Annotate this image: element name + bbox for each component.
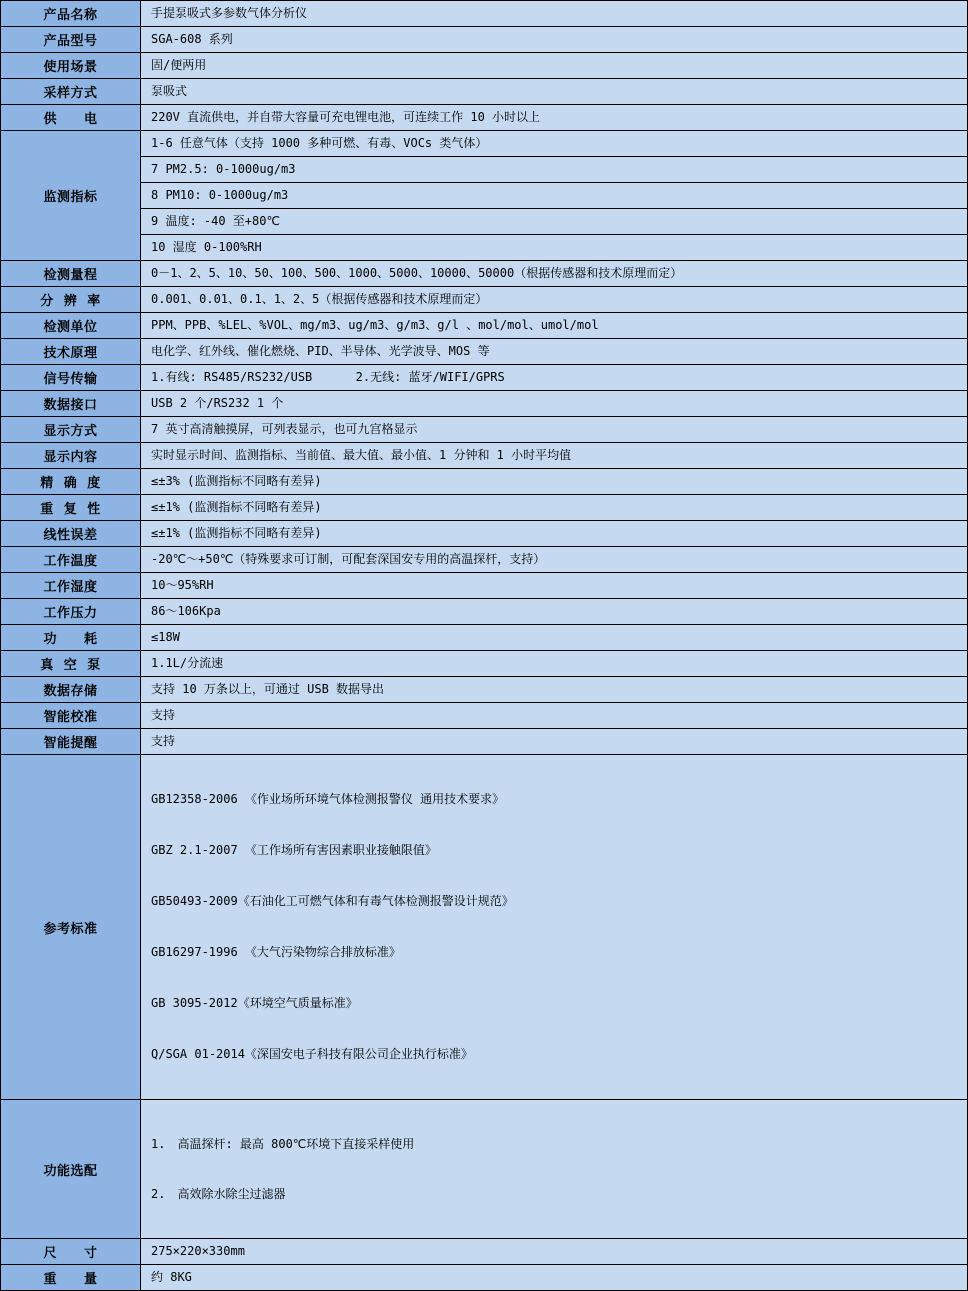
value-usage-scene: 固/便两用 — [141, 53, 968, 79]
table-row — [1, 755, 968, 1100]
table-row — [1, 235, 968, 261]
value-detection-range: 0－1、2、5、10、50、100、500、1000、5000、10000、50000（根据传感器和技术原理而定） — [141, 261, 968, 287]
value-sampling-method: 泵吸式 — [141, 79, 968, 105]
table-row — [1, 339, 968, 365]
value-smart-calibration: 支持 — [141, 703, 968, 729]
value-work-humidity: 10～95%RH — [141, 573, 968, 599]
label-repeatability: 重 复 性 — [1, 495, 141, 521]
label-dimensions: 尺 寸 — [1, 1239, 141, 1265]
table-row — [1, 287, 968, 313]
table-row — [1, 729, 968, 755]
value-tech-principle: 电化学、红外线、催化燃烧、PID、半导体、光学波导、MOS 等 — [141, 339, 968, 365]
table-row — [1, 599, 968, 625]
table-row — [1, 495, 968, 521]
value-monitor-target-3: 8 PM10: 0-1000ug/m3 — [141, 183, 968, 209]
optional-feature-line: 2. 高效除水除尘过滤器 — [151, 1187, 286, 1201]
value-resolution: 0.001、0.01、0.1、1、2、5（根据传感器和技术原理而定） — [141, 287, 968, 313]
table-row — [1, 79, 968, 105]
value-power-supply: 220V 直流供电，并自带大容量可充电锂电池，可连续工作 10 小时以上 — [141, 105, 968, 131]
label-smart-calibration: 智能校准 — [1, 703, 141, 729]
label-optional-features: 功能选配 — [1, 1100, 141, 1239]
ref-standard-line: GB16297-1996 《大气污染物综合排放标准》 — [151, 945, 401, 959]
value-smart-reminder: 支持 — [141, 729, 968, 755]
value-monitor-target-4: 9 温度: -40 至+80℃ — [141, 209, 968, 235]
value-monitor-target-1: 1-6 任意气体（支持 1000 多种可燃、有毒、VOCs 类气体） — [141, 131, 968, 157]
value-accuracy: ≤±3% (监测指标不同略有差异) — [141, 469, 968, 495]
table-row — [1, 183, 968, 209]
label-weight: 重 量 — [1, 1265, 141, 1291]
value-linearity-error: ≤±1% (监测指标不同略有差异) — [141, 521, 968, 547]
label-smart-reminder: 智能提醒 — [1, 729, 141, 755]
label-product-name: 产品名称 — [1, 1, 141, 27]
table-row — [1, 521, 968, 547]
value-vacuum-pump: 1.1L/分流速 — [141, 651, 968, 677]
value-repeatability: ≤±1% (监测指标不同略有差异) — [141, 495, 968, 521]
value-work-temperature: -20℃～+50℃（特殊要求可订制，可配套深国安专用的高温探杆，支持） — [141, 547, 968, 573]
label-sampling-method: 采样方式 — [1, 79, 141, 105]
table-row — [1, 573, 968, 599]
value-ref-standards — [141, 755, 968, 1100]
label-detection-unit: 检测单位 — [1, 313, 141, 339]
label-power-supply: 供 电 — [1, 105, 141, 131]
table-row — [1, 677, 968, 703]
table-row — [1, 27, 968, 53]
label-usage-scene: 使用场景 — [1, 53, 141, 79]
label-signal-transmission: 信号传输 — [1, 365, 141, 391]
table-row — [1, 1239, 968, 1265]
value-monitor-target-2: 7 PM2.5: 0-1000ug/m3 — [141, 157, 968, 183]
table-row — [1, 469, 968, 495]
table-row — [1, 625, 968, 651]
label-vacuum-pump: 真 空 泵 — [1, 651, 141, 677]
table-row — [1, 157, 968, 183]
value-monitor-target-5: 10 湿度 0-100%RH — [141, 235, 968, 261]
table-row — [1, 313, 968, 339]
value-weight: 约 8KG — [141, 1265, 968, 1291]
ref-standard-line: GBZ 2.1-2007 《工作场所有害因素职业接触限值》 — [151, 843, 437, 857]
table-row — [1, 703, 968, 729]
table-row — [1, 417, 968, 443]
value-product-model: SGA-608 系列 — [141, 27, 968, 53]
label-work-pressure: 工作压力 — [1, 599, 141, 625]
table-row — [1, 105, 968, 131]
label-monitor-targets: 监测指标 — [1, 131, 141, 261]
table-row — [1, 131, 968, 157]
table-row — [1, 1100, 968, 1239]
ref-standard-line: GB12358-2006 《作业场所环境气体检测报警仪 通用技术要求》 — [151, 792, 505, 806]
label-product-model: 产品型号 — [1, 27, 141, 53]
value-display-mode: 7 英寸高清触摸屏，可列表显示，也可九宫格显示 — [141, 417, 968, 443]
label-detection-range: 检测量程 — [1, 261, 141, 287]
label-resolution: 分 辨 率 — [1, 287, 141, 313]
table-row — [1, 209, 968, 235]
label-tech-principle: 技术原理 — [1, 339, 141, 365]
label-ref-standards: 参考标准 — [1, 755, 141, 1100]
value-work-pressure: 86～106Kpa — [141, 599, 968, 625]
table-row — [1, 443, 968, 469]
value-dimensions: 275×220×330mm — [141, 1239, 968, 1265]
label-power-consumption: 功 耗 — [1, 625, 141, 651]
value-power-consumption: ≤18W — [141, 625, 968, 651]
ref-standard-line: GB50493-2009《石油化工可燃气体和有毒气体检测报警设计规范》 — [151, 894, 514, 908]
table-row — [1, 1, 968, 27]
table-row — [1, 53, 968, 79]
value-optional-features — [141, 1100, 968, 1239]
value-data-interface: USB 2 个/RS232 1 个 — [141, 391, 968, 417]
value-product-name: 手提泵吸式多参数气体分析仪 — [141, 1, 968, 27]
table-row — [1, 651, 968, 677]
table-row — [1, 391, 968, 417]
label-display-mode: 显示方式 — [1, 417, 141, 443]
label-work-temperature: 工作温度 — [1, 547, 141, 573]
ref-standard-line: GB 3095-2012《环境空气质量标准》 — [151, 996, 358, 1010]
ref-standard-line: Q/SGA 01-2014《深国安电子科技有限公司企业执行标准》 — [151, 1047, 473, 1061]
label-data-storage: 数据存储 — [1, 677, 141, 703]
table-row — [1, 261, 968, 287]
value-data-storage: 支持 10 万条以上，可通过 USB 数据导出 — [141, 677, 968, 703]
table-row — [1, 547, 968, 573]
label-work-humidity: 工作湿度 — [1, 573, 141, 599]
value-signal-transmission: 1.有线: RS485/RS232/USB 2.无线: 蓝牙/WIFI/GPRS — [141, 365, 968, 391]
label-accuracy: 精 确 度 — [1, 469, 141, 495]
label-display-content: 显示内容 — [1, 443, 141, 469]
label-linearity-error: 线性误差 — [1, 521, 141, 547]
value-detection-unit: PPM、PPB、%LEL、%VOL、mg/m3、ug/m3、g/m3、g/l 、mol/mol、umol/mol — [141, 313, 968, 339]
value-display-content: 实时显示时间、监测指标、当前值、最大值、最小值、1 分钟和 1 小时平均值 — [141, 443, 968, 469]
table-row — [1, 365, 968, 391]
label-data-interface: 数据接口 — [1, 391, 141, 417]
optional-feature-line: 1. 高温探杆: 最高 800℃环境下直接采样使用 — [151, 1137, 415, 1151]
table-row — [1, 1265, 968, 1291]
